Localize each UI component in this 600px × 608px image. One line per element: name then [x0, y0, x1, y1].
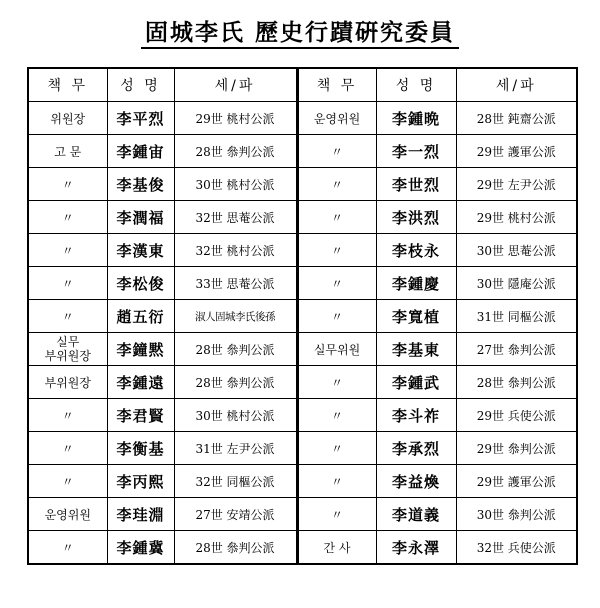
duty-cell: 〃: [297, 399, 376, 432]
duty-cell: 실무위원: [297, 333, 376, 366]
clan-cell: 30世 思菴公派: [456, 234, 577, 267]
name-cell: 李丙熙: [107, 465, 174, 498]
duty-line-2: 부위원장: [44, 349, 91, 363]
name-cell: 李洪烈: [376, 201, 456, 234]
name-cell: 李斗祚: [376, 399, 456, 432]
header-duty-left: 책 무: [28, 68, 107, 102]
duty-cell: 운영위원: [28, 498, 107, 531]
duty-cell: 〃: [297, 135, 376, 168]
duty-cell: 〃: [28, 201, 107, 234]
name-cell: 李永澤: [376, 531, 456, 565]
clan-cell: 29世 護軍公派: [456, 135, 577, 168]
committee-roster-table: [27, 67, 578, 565]
duty-cell: 〃: [28, 465, 107, 498]
name-cell: 李鍾晩: [376, 102, 456, 135]
header-clan-left: 세/파: [174, 68, 297, 102]
header-duty-right: 책 무: [297, 68, 376, 102]
name-cell: 李君賢: [107, 399, 174, 432]
clan-cell: 28世 鈍齋公派: [456, 102, 577, 135]
duty-cell: 〃: [28, 432, 107, 465]
name-cell: 李衡基: [107, 432, 174, 465]
table-row: [28, 201, 577, 234]
name-cell: 李珪淵: [107, 498, 174, 531]
name-cell: 李承烈: [376, 432, 456, 465]
table-row: [28, 399, 577, 432]
duty-cell: 〃: [28, 300, 107, 333]
duty-cell: 〃: [297, 234, 376, 267]
name-cell: 李鍾冀: [107, 531, 174, 565]
clan-cell: 31世 同樞公派: [456, 300, 577, 333]
clan-cell: 31世 左尹公派: [174, 432, 297, 465]
table-row: [28, 135, 577, 168]
duty-cell: 고 문: [28, 135, 107, 168]
name-cell: 趙五衍: [107, 300, 174, 333]
clan-cell: 33世 思菴公派: [174, 267, 297, 300]
clan-cell: 28世 叅判公派: [174, 366, 297, 399]
table-row: [28, 531, 577, 565]
clan-cell: 27世 安靖公派: [174, 498, 297, 531]
duty-cell: 〃: [297, 300, 376, 333]
table-row: [28, 102, 577, 135]
duty-cell: 부위원장: [28, 366, 107, 399]
clan-cell: 30世 叅判公派: [456, 498, 577, 531]
name-cell: 李松俊: [107, 267, 174, 300]
table-row: [28, 432, 577, 465]
clan-cell: 28世 叅判公派: [174, 531, 297, 565]
clan-cell: 29世 兵使公派: [456, 399, 577, 432]
name-cell: 李基俊: [107, 168, 174, 201]
clan-cell: 29世 桃村公派: [456, 201, 577, 234]
clan-cell: 32世 桃村公派: [174, 234, 297, 267]
duty-cell: 〃: [28, 234, 107, 267]
document-title-wrap: [0, 14, 600, 47]
clan-cell: 27世 叅判公派: [456, 333, 577, 366]
name-cell: 李一烈: [376, 135, 456, 168]
duty-cell: 〃: [28, 267, 107, 300]
clan-cell: 淑人固城李氏後孫: [174, 300, 297, 333]
duty-cell: 〃: [297, 267, 376, 300]
header-clan-right: 세/파: [456, 68, 577, 102]
clan-cell: 29世 左尹公派: [456, 168, 577, 201]
duty-cell: 운영위원: [297, 102, 376, 135]
name-cell: 李寬植: [376, 300, 456, 333]
header-name-left: 성 명: [107, 68, 174, 102]
clan-cell: 28世 叅判公派: [174, 333, 297, 366]
clan-cell: 30世 桃村公派: [174, 399, 297, 432]
document-title: 固城李氏 歷史行蹟硏究委員: [141, 19, 459, 49]
duty-cell: 〃: [28, 399, 107, 432]
name-cell: 李益煥: [376, 465, 456, 498]
clan-cell: 29世 叅判公派: [456, 432, 577, 465]
name-cell: 李漢東: [107, 234, 174, 267]
duty-cell: 〃: [297, 168, 376, 201]
table-row: [28, 333, 577, 366]
clan-cell: 28世 叅判公派: [456, 366, 577, 399]
table-row: [28, 498, 577, 531]
clan-cell: 32世 兵使公派: [456, 531, 577, 565]
duty-cell: 〃: [28, 531, 107, 565]
header-name-right: 성 명: [376, 68, 456, 102]
name-cell: 李鐘黙: [107, 333, 174, 366]
table-row: [28, 168, 577, 201]
duty-cell: 〃: [297, 498, 376, 531]
name-cell: 李潤福: [107, 201, 174, 234]
duty-cell: 〃: [297, 366, 376, 399]
clan-cell: 32世 同樞公派: [174, 465, 297, 498]
clan-cell: 32世 思菴公派: [174, 201, 297, 234]
table-row: [28, 465, 577, 498]
name-cell: 李鍾遠: [107, 366, 174, 399]
duty-line-1: 실무: [56, 335, 80, 349]
clan-cell: 29世 桃村公派: [174, 102, 297, 135]
duty-cell: 〃: [28, 168, 107, 201]
clan-cell: 30世 隱庵公派: [456, 267, 577, 300]
table-row: [28, 300, 577, 333]
clan-cell: 28世 叅判公派: [174, 135, 297, 168]
table-row: [28, 267, 577, 300]
name-cell: 李世烈: [376, 168, 456, 201]
name-cell: 李鍾宙: [107, 135, 174, 168]
duty-cell: 〃: [297, 201, 376, 234]
table-row: [28, 234, 577, 267]
duty-cell: 〃: [297, 432, 376, 465]
name-cell: 李平烈: [107, 102, 174, 135]
duty-cell: 간 사: [297, 531, 376, 565]
name-cell: 李基東: [376, 333, 456, 366]
table-row: [28, 366, 577, 399]
name-cell: 李枝永: [376, 234, 456, 267]
duty-cell: 위원장: [28, 102, 107, 135]
clan-cell: 30世 桃村公派: [174, 168, 297, 201]
name-cell: 李鍾慶: [376, 267, 456, 300]
header-row: [28, 68, 577, 102]
duty-cell-two-line: [28, 333, 107, 366]
name-cell: 李鍾武: [376, 366, 456, 399]
name-cell: 李道義: [376, 498, 456, 531]
clan-cell: 29世 護軍公派: [456, 465, 577, 498]
duty-cell: 〃: [297, 465, 376, 498]
